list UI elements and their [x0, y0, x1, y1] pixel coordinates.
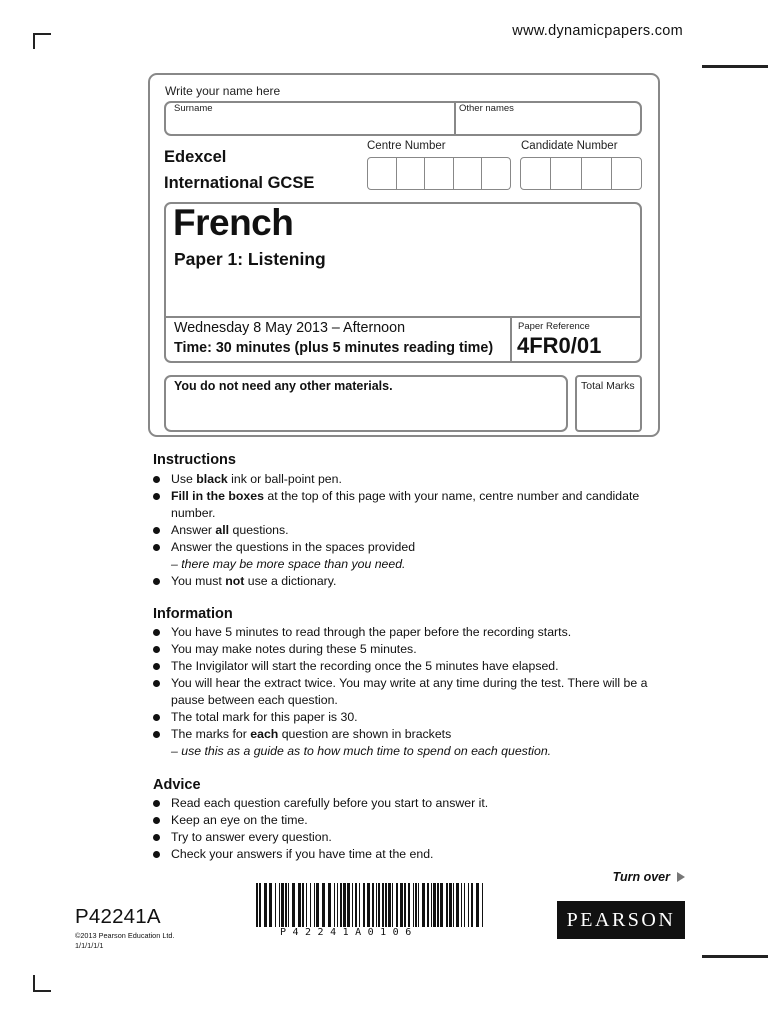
information-item: [152, 675, 652, 709]
barcode-bar: [372, 883, 374, 927]
paper-title: Paper 1: Listening: [174, 249, 326, 269]
information-item-pre: You have 5 minutes to read through the paper before the recording starts.: [171, 625, 572, 639]
bullet-icon: [153, 680, 160, 687]
advice-list: [152, 795, 652, 863]
barcode-bar: [464, 883, 465, 927]
barcode-bar: [392, 883, 393, 927]
barcode-bar: [367, 883, 370, 927]
publisher-logo: PEARSON: [557, 901, 685, 939]
barcode-bar: [359, 883, 360, 927]
barcode-bar: [316, 883, 319, 927]
information-item: [152, 726, 652, 760]
barcode-bar: [388, 883, 391, 927]
bullet-icon: [153, 476, 160, 483]
barcode-bar: [413, 883, 414, 927]
information-item-pre: You will hear the extract twice. You may write at any time during the test. There will be a pause between each question.: [171, 676, 648, 707]
org-line-2: International GCSE: [164, 174, 315, 192]
advice-item-pre: Check your answers if you have time at the end.: [171, 847, 434, 861]
exam-date: Wednesday 8 May 2013 – Afternoon: [174, 320, 406, 336]
barcode-bar: [446, 883, 448, 927]
registration-bar-bottom: [702, 955, 768, 958]
instructions-item-post: at the top of this page with your name, centre number and candidate number.: [171, 489, 640, 520]
information-list: [152, 624, 652, 760]
information-item-bold: each: [250, 727, 279, 741]
crop-mark-top-left-h: [33, 33, 51, 35]
name-field-divider: [454, 102, 456, 135]
barcode-bar: [298, 883, 301, 927]
bullet-icon: [153, 544, 160, 551]
barcode-bar: [275, 883, 276, 927]
advice-item: [152, 829, 652, 846]
barcode-bar: [337, 883, 338, 927]
instructions-item-note: – there may be more space than you need.: [171, 557, 406, 571]
barcode-bar: [292, 883, 295, 927]
bullet-icon: [153, 800, 160, 807]
barcode-bar: [408, 883, 410, 927]
candidate-number-label: Candidate Number: [521, 140, 618, 152]
instructions-item-pre: Answer the questions in the spaces provided: [171, 540, 416, 554]
barcode-bar: [400, 883, 403, 927]
advice-item: [152, 795, 652, 812]
barcode-bar: [363, 883, 365, 927]
information-item-pre: You may make notes during these 5 minutes.: [171, 642, 417, 656]
name-field[interactable]: [164, 101, 642, 136]
instructions-item-pre: You must: [171, 574, 226, 588]
other-names-label: Other names: [459, 103, 514, 114]
paper-ref: 4FR0/01: [517, 333, 602, 358]
barcode-bar: [378, 883, 380, 927]
turn-over-label: Turn over: [612, 870, 670, 884]
instructions-list: [152, 471, 652, 590]
barcode: [256, 883, 484, 927]
barcode-bar: [264, 883, 267, 927]
instructions-item: [152, 488, 652, 522]
barcode-bar: [415, 883, 417, 927]
information-item: [152, 624, 652, 641]
barcode-bar: [285, 883, 287, 927]
information-heading: Information: [153, 606, 233, 622]
centre-number-field[interactable]: [367, 157, 511, 190]
barcode-bar: [352, 883, 353, 927]
instructions-item: [152, 522, 652, 539]
bullet-icon: [153, 629, 160, 636]
barcode-bar: [256, 883, 258, 927]
barcode-bar: [476, 883, 479, 927]
instructions-item: [152, 471, 652, 488]
instructions-item-bold: not: [225, 574, 245, 588]
barcode-bar: [382, 883, 384, 927]
barcode-bar: [259, 883, 261, 927]
information-item: [152, 709, 652, 726]
barcode-bar: [279, 883, 280, 927]
bullet-icon: [153, 527, 160, 534]
barcode-bar: [281, 883, 284, 927]
barcode-bar: [310, 883, 311, 927]
turn-over[interactable]: [613, 870, 685, 884]
advice-item-pre: Read each question carefully before you start to answer it.: [171, 796, 489, 810]
barcode-bar: [418, 883, 419, 927]
instructions-item-post: use a dictionary.: [244, 574, 337, 588]
exam-board: [164, 144, 314, 196]
advice-heading: Advice: [153, 777, 201, 793]
candidate-number-field[interactable]: [520, 157, 642, 190]
information-item-post: question are shown in brackets: [278, 727, 452, 741]
barcode-bar: [482, 883, 483, 927]
barcode-bar: [355, 883, 357, 927]
barcode-bar: [302, 883, 304, 927]
information-item: [152, 641, 652, 658]
information-item: [152, 658, 652, 675]
barcode-bar: [376, 883, 377, 927]
surname-label: Surname: [174, 103, 213, 114]
barcode-bar: [404, 883, 406, 927]
instructions-item-pre: Use: [171, 472, 197, 486]
subject-box-divider: [165, 316, 641, 318]
paper-ref-label: Paper Reference: [518, 321, 590, 332]
barcode-bar: [347, 883, 350, 927]
information-item-note: – use this as a guide as to how much time to spend on each question.: [171, 744, 552, 758]
bullet-icon: [153, 851, 160, 858]
instructions-item-bold: black: [196, 472, 228, 486]
information-item-pre: The total mark for this paper is 30.: [171, 710, 358, 724]
paper-ref-divider: [510, 317, 512, 362]
advice-item: [152, 846, 652, 863]
exam-time: Time: 30 minutes (plus 5 minutes reading time): [174, 340, 494, 356]
arrow-right-icon: [677, 872, 685, 882]
print-code: 1/1/1/1/1: [75, 941, 104, 950]
barcode-bar: [306, 883, 307, 927]
barcode-bar: [461, 883, 462, 927]
advice-item-pre: Keep an eye on the time.: [171, 813, 308, 827]
barcode-bar: [433, 883, 436, 927]
advice-item: [152, 812, 652, 829]
crop-mark-bottom-left-h: [33, 990, 51, 992]
barcode-bar: [269, 883, 272, 927]
instructions-item: [152, 573, 652, 590]
materials-text: You do not need any other materials.: [174, 379, 393, 393]
instructions-heading: Instructions: [153, 452, 236, 468]
instructions-item-pre: Answer: [171, 523, 216, 537]
barcode-bar: [440, 883, 443, 927]
instructions-item-bold: all: [215, 523, 230, 537]
barcode-bar: [449, 883, 452, 927]
instructions-item-post: questions.: [229, 523, 289, 537]
barcode-bar: [343, 883, 346, 927]
barcode-bar: [471, 883, 473, 927]
total-marks-label: Total Marks: [581, 380, 635, 392]
bullet-icon: [153, 817, 160, 824]
advice-item-pre: Try to answer every question.: [171, 830, 332, 844]
copyright: ©2013 Pearson Education Ltd.: [75, 931, 175, 940]
instructions-item-bold: Fill in the boxes: [171, 489, 264, 503]
barcode-text: P42241A0106: [280, 927, 418, 938]
barcode-bar: [422, 883, 425, 927]
bullet-icon: [153, 578, 160, 585]
bullet-icon: [153, 714, 160, 721]
instructions-item: [152, 539, 652, 573]
information-item-pre: The Invigilator will start the recording once the 5 minutes have elapsed.: [171, 659, 559, 673]
barcode-bar: [453, 883, 454, 927]
bullet-icon: [153, 834, 160, 841]
copyright-block: [75, 931, 175, 951]
barcode-bar: [328, 883, 331, 927]
name-prompt: Write your name here: [165, 84, 281, 98]
registration-bar-top: [702, 65, 768, 68]
instructions-item-post: ink or ball-point pen.: [227, 472, 342, 486]
barcode-bar: [437, 883, 439, 927]
bullet-icon: [153, 646, 160, 653]
paper-code: P42241A: [75, 905, 161, 928]
barcode-bar: [427, 883, 429, 927]
barcode-bar: [340, 883, 342, 927]
barcode-bar: [385, 883, 387, 927]
barcode-bar: [334, 883, 335, 927]
crop-mark-top-left: [33, 33, 35, 49]
barcode-bar: [456, 883, 459, 927]
centre-number-label: Centre Number: [367, 140, 446, 152]
barcode-bar: [431, 883, 432, 927]
subject-title: French: [173, 202, 294, 243]
barcode-bar: [314, 883, 315, 927]
information-item-pre: The marks for: [171, 727, 251, 741]
barcode-bar: [396, 883, 398, 927]
org-line-1: Edexcel: [164, 148, 227, 166]
barcode-bar: [322, 883, 325, 927]
barcode-bar: [468, 883, 469, 927]
bullet-icon: [153, 731, 160, 738]
bullet-icon: [153, 493, 160, 500]
bullet-icon: [153, 663, 160, 670]
barcode-bar: [288, 883, 289, 927]
site-url[interactable]: www.dynamicpapers.com: [512, 23, 683, 39]
